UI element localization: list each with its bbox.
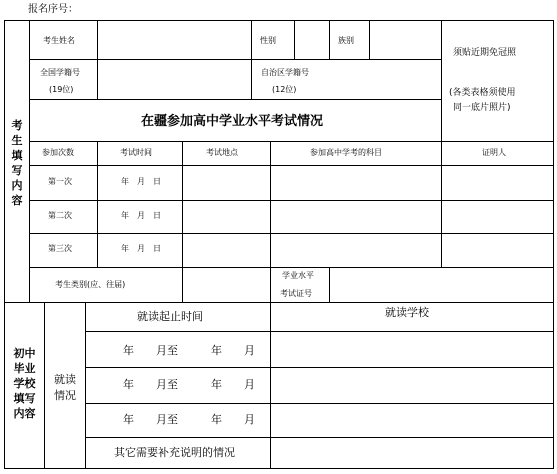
region-id-digits: (12位) — [272, 85, 297, 94]
category-label: 考生类别(应、往届) — [55, 280, 126, 289]
period-header: 就读起止时间 — [137, 310, 203, 323]
period-row: 年 月至 年 月 — [123, 378, 255, 391]
exam-header-time: 考试时间 — [120, 148, 152, 157]
other-label: 其它需要补充说明的情况 — [114, 446, 235, 459]
cert-label-2: 考试证号 — [280, 289, 312, 298]
ethnicity-label: 族别 — [338, 36, 354, 45]
exam-header-subjects: 参加高中学考的科目 — [310, 148, 382, 157]
period-row: 年 月至 年 月 — [123, 344, 255, 357]
national-id-digits: (19位) — [49, 85, 74, 94]
exam-row-date: 年 月 日 — [121, 177, 161, 186]
national-id-label: 全国学籍号 — [40, 68, 80, 77]
exam-row-label: 第一次 — [48, 177, 72, 186]
cert-label-1: 学业水平 — [282, 271, 314, 280]
region-id-label: 自治区学籍号 — [261, 68, 309, 77]
exam-row-date: 年 月 日 — [121, 211, 161, 220]
exam-title: 在疆参加高中学业水平考试情况 — [141, 114, 324, 129]
exam-header-count: 参加次数 — [42, 148, 74, 157]
reg-no-label: 报名序号： — [28, 4, 78, 15]
exam-row-date: 年 月 日 — [121, 244, 161, 253]
section2-side-label: 初中 毕业 学校 填写 内容 — [13, 347, 36, 420]
exam-row-label: 第三次 — [48, 244, 72, 253]
photo-note-1: 须贴近期免冠照 — [453, 48, 517, 58]
period-row: 年 月至 年 月 — [123, 413, 255, 426]
photo-note-3: 同一底片照片) — [453, 103, 511, 113]
photo-note-2: (各类表格须使用 — [449, 88, 516, 98]
exam-header-place: 考试地点 — [206, 148, 238, 157]
study-label: 就读 情况 — [54, 373, 76, 402]
school-header: 就读学校 — [385, 306, 429, 319]
name-label: 考生姓名 — [43, 36, 75, 45]
exam-header-witness: 证明人 — [482, 148, 506, 157]
gender-label: 性别 — [260, 36, 276, 45]
section1-side-label: 考 生 填 写 内 容 — [11, 119, 23, 207]
exam-row-label: 第二次 — [48, 211, 72, 220]
